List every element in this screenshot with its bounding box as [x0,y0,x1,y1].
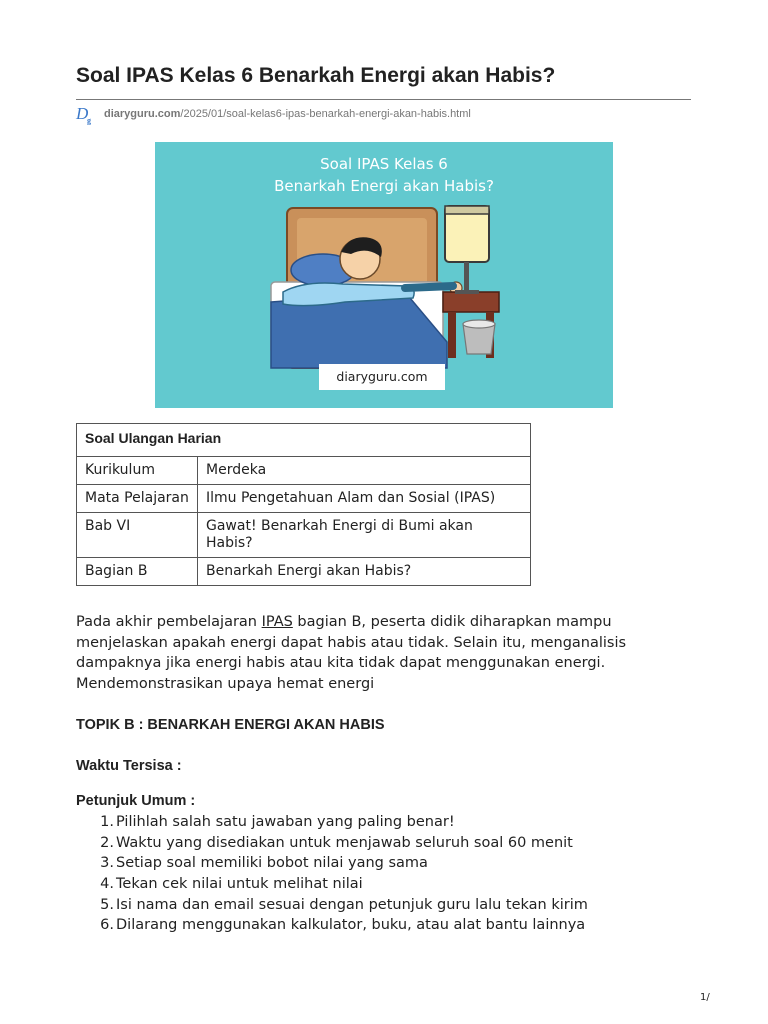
hero-watermark-badge: diaryguru.com [319,364,445,390]
title-divider [76,99,691,100]
source-domain[interactable]: diaryguru.com [104,108,181,120]
list-text: Tekan cek nilai untuk melihat nilai [116,876,363,893]
table-cell-value: Merdeka [198,457,531,485]
list-number: 1. [100,814,114,830]
list-number: 6. [100,917,114,934]
list-item [76,853,716,874]
page-number: 1/ [700,992,710,1003]
table-header-row [77,424,531,457]
instructions-heading: Petunjuk Umum : [76,793,196,809]
list-item [76,915,716,936]
instructions-list [76,812,716,936]
list-text: Dilarang menggunakan kalkulator, buku, atau alat bantu lainnya [116,917,586,934]
table-cell-label: Bagian B [77,558,198,586]
table-row [77,513,531,558]
list-text: Pilihlah salah satu jawaban yang paling benar! [116,814,455,830]
page-title: Soal IPAS Kelas 6 Benarkah Energi akan Habis? [76,64,556,87]
list-text: Setiap soal memiliki bobot nilai yang sama [116,855,428,872]
list-item [76,895,716,916]
hero-image [155,142,613,408]
table-cell-label: Kurikulum [77,457,198,485]
list-number: 3. [100,855,114,872]
intro-paragraph [76,612,696,694]
list-number: 5. [100,896,114,913]
table-row [77,485,531,513]
table-cell-label: Mata Pelajaran [77,485,198,513]
table-row [77,558,531,586]
logo-letter: D [76,104,89,123]
list-item [76,874,716,895]
list-item [76,833,716,854]
topic-heading: TOPIK B : BENARKAH ENERGI AKAN HABIS [76,717,385,733]
list-item [76,812,716,833]
list-number: 4. [100,876,114,893]
table-cell-label: Bab VI [77,513,198,558]
ipas-link[interactable]: IPAS [261,614,293,630]
table-header: Soal Ulangan Harian [77,424,531,457]
intro-text-start: Pada akhir pembelajaran [76,614,262,630]
hero-title-line1: Soal IPAS Kelas 6 [320,155,448,173]
list-text: Waktu yang disediakan untuk menjawab seluruh soal 60 menit [116,834,573,851]
list-text: Isi nama dan email sesuai dengan petunjuk guru lalu tekan kirim [116,896,588,913]
hero-title-line2: Benarkah Energi akan Habis? [274,177,494,195]
table-cell-value: Gawat! Benarkah Energi di Bumi akan Habis? [198,513,531,558]
intro-text-rest: bagian B, peserta didik diharapkan mampu menjelaskan apakah energi dapat habis atau tidak. Selain itu, menganalisis dampaknya jika energi habis atau kita tidak dapat menggunakan energi. Mendemonstrasikan upaya hemat energi [76,614,627,692]
table-cell-value: Ilmu Pengetahuan Alam dan Sosial (IPAS) [198,485,531,513]
source-url[interactable] [76,104,696,124]
source-path[interactable]: /2025/01/soal-kelas6-ipas-benarkah-energi-akan-habis.html [180,108,471,120]
table-cell-value: Benarkah Energi akan Habis? [198,558,531,586]
logo-sub-letter: g [87,116,91,125]
info-table [76,423,531,586]
time-remaining-label: Waktu Tersisa : [76,758,182,774]
table-row [77,457,531,485]
diaryguru-logo-icon [76,104,98,124]
list-number: 2. [100,834,114,851]
